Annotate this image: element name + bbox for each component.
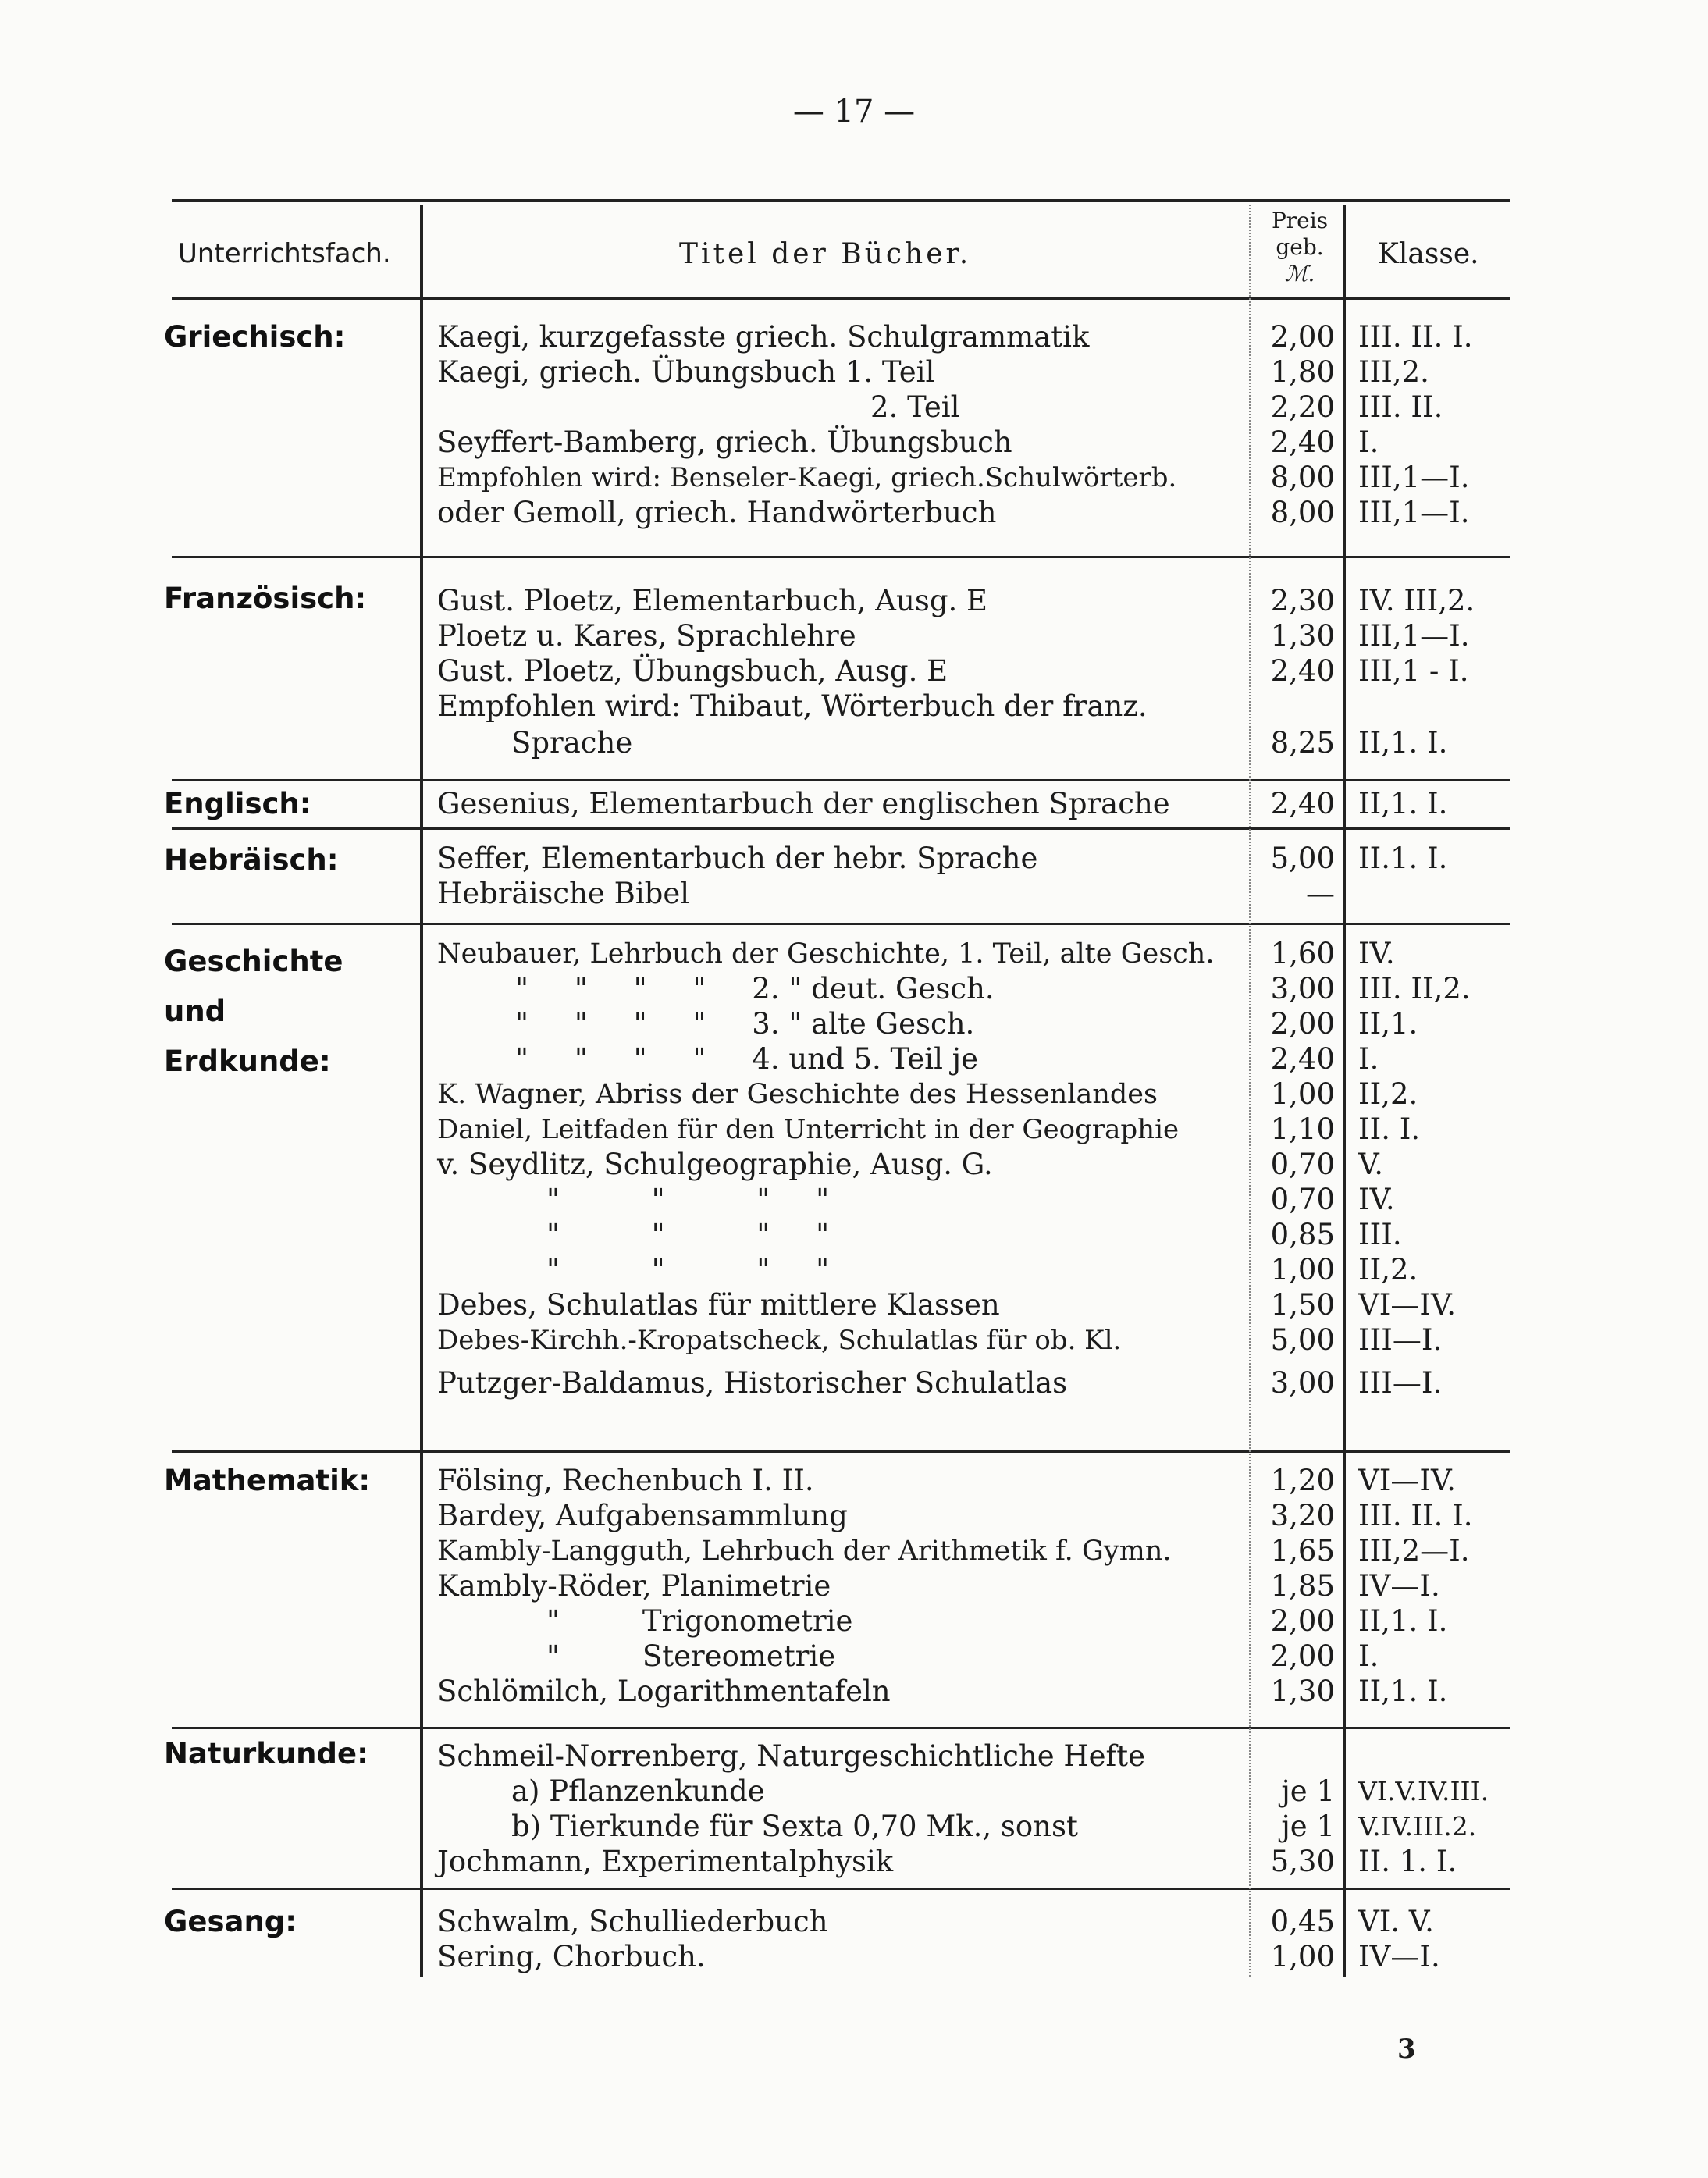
subject-naturkunde: Naturkunde: bbox=[164, 1737, 368, 1771]
header-subject: Unterrichtsfach. bbox=[178, 238, 391, 269]
column-rule-class bbox=[1343, 205, 1346, 1977]
subject-griechisch: Griechisch: bbox=[164, 320, 346, 354]
subject-mathematik: Mathematik: bbox=[164, 1464, 371, 1497]
header-price-line1: Preis bbox=[1271, 208, 1329, 233]
subject-franzoesisch: Französisch: bbox=[164, 582, 367, 615]
header-price-line2: geb. bbox=[1276, 234, 1324, 260]
header-price-line3: ℳ. bbox=[1284, 261, 1315, 286]
header-top-rule bbox=[172, 199, 1510, 202]
section-rule-gesang bbox=[172, 1888, 1510, 1890]
subject-hebraeisch: Hebräisch: bbox=[164, 843, 339, 877]
header-title: Titel der Bücher. bbox=[679, 238, 972, 270]
section-rule-naturkunde bbox=[172, 1727, 1510, 1729]
section-rule-englisch bbox=[172, 779, 1510, 781]
header-bottom-rule bbox=[172, 297, 1510, 300]
footer-signature: 3 bbox=[1397, 2034, 1416, 2065]
page-number: — 17 — bbox=[792, 94, 916, 130]
subject-englisch: Englisch: bbox=[164, 787, 311, 820]
section-rule-geschichte bbox=[172, 923, 1510, 925]
header-class: Klasse. bbox=[1378, 238, 1479, 270]
subject-gesang: Gesang: bbox=[164, 1905, 297, 1938]
section-rule-hebraeisch bbox=[172, 827, 1510, 830]
column-rule-left bbox=[420, 205, 423, 1977]
subject-geschichte-erdkunde: Geschichte und Erdkunde: bbox=[164, 945, 343, 1078]
section-rule-franzoesisch bbox=[172, 556, 1510, 558]
section-rule-mathematik bbox=[172, 1450, 1510, 1453]
